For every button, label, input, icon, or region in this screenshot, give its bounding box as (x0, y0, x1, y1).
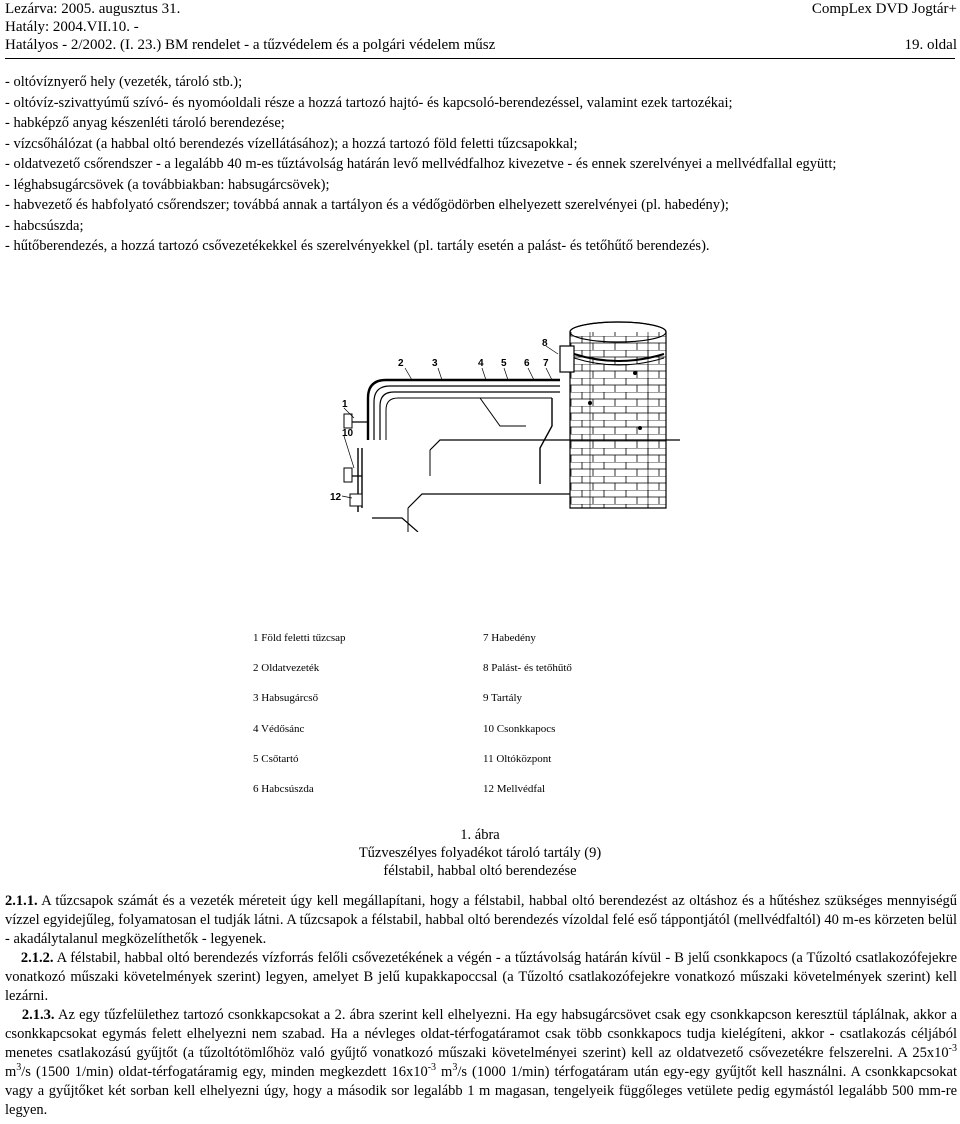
legend-item: 7 Habedény (483, 632, 536, 644)
legend-item: 12 Mellvédfal (483, 783, 546, 795)
figure-title: Tűzveszélyes folyadékot tároló tartály (9) (358, 845, 602, 861)
bullet-list (5, 72, 957, 257)
superscript: 3 (16, 1062, 22, 1074)
figure-number: 1. ábra (460, 827, 500, 843)
tank-foam-system-diagram (290, 308, 680, 532)
paragraph-text: /s (1500 1/min) oldat-térfogatáramig egy, minden megkezdett 16x10 (21, 1064, 428, 1080)
paragraph-text: Az egy tűzfelülethez tartozó csonkkapcsokat a 2. ábra szerint kell elhelyezni. Ha egy habsugárcsövet csak egy csonkkapcson keresztül táplálnak, akkor a csonkkapcsokat egymás felett elhelyezni nem szabad. Ha a névleges oldat-térfogatáramot csak több csonkkapocs tudja kielégíteni, akkor - csatlakozás céljából menetes csatlakozású gyűjtőt (a tűzoltótömlőhöz való gyűjtő vonatkozó műszaki követelményei szerint) kell az oldatvezető csővezetékre felszerelni. A 25x10 (5, 1007, 958, 1061)
legend-item: 3 Habsugárcső (253, 692, 319, 704)
figure-label: 5 (501, 358, 507, 369)
superscript: 3 (452, 1062, 458, 1074)
figure-label: 3 (432, 358, 438, 369)
figure-label: 4 (478, 358, 484, 369)
figure-label: 10 (342, 428, 354, 439)
superscript: -3 (427, 1062, 437, 1074)
legend-item: 1 Föld feletti tűzcsap (253, 632, 346, 644)
header-product-name: CompLex DVD Jogtár+ (811, 1, 957, 17)
legend-item: 10 Csonkkapocs (483, 723, 556, 735)
paragraph (5, 892, 957, 949)
list-item: - habcsúszda; (5, 217, 84, 234)
header-divider (5, 58, 955, 59)
list-item: - oldatvezető csőrendszer - a legalább 40 m-es tűztávolság határán levő mellvédfalhoz kivezetve - és ennek szerelvényei a mellvédfallal együtt; (5, 156, 837, 172)
legend-item: 9 Tartály (483, 692, 523, 704)
paragraph-text: A félstabil, habbal oltó berendezés vízforrás felőli csővezetékének a végén - a tűztávolság határán kívül - B jelű csonkkapocs (a Tűzoltó csatlakozófejekre vonatkozó műszaki követelmények szerint) legyen, amelyet B jelű kupakkapoccsal (a Tűzoltó csatlakozófejekre vonatkozó műszaki követelmények szerint) kell lezárni. (5, 950, 958, 1004)
figure-label: 1 (342, 399, 348, 410)
legend-item: 2 Oldatvezeték (253, 662, 320, 674)
figure-subtitle: félstabil, habbal oltó berendezése (383, 863, 577, 879)
paragraph (5, 949, 957, 1006)
list-item: - hűtőberendezés, a hozzá tartozó csővezetékekkel és szerelvényekkel (pl. tartály esetén a palást- és tetőhűtő berendezés). (5, 238, 710, 254)
list-item: - habképző anyag készenléti tároló berendezése; (5, 115, 285, 131)
section-number: 2.1.1. (5, 893, 38, 909)
legend-item: 4 Védősánc (253, 723, 305, 735)
figure-label: 12 (330, 492, 342, 503)
figure-label: 7 (543, 358, 549, 369)
legend-item: 5 Csőtartó (253, 753, 299, 765)
section-number: 2.1.2. (20, 950, 54, 966)
figure-label: 8 (542, 338, 548, 349)
list-item: - oltóvíz-szivattyúmű szívó- és nyomóoldali része a hozzá tartozó hajtó- és kapcsoló-berendezéssel, valamint ezek tartozékai; (5, 94, 733, 111)
paragraph (5, 1006, 957, 1120)
header-document-title: Hatályos - 2/2002. (I. 23.) BM rendelet - a tűzvédelem és a polgári védelem műsz (5, 37, 496, 53)
superscript: -3 (948, 1043, 957, 1055)
list-item: - oltóvíznyerő hely (vezeték, tároló stb.); (5, 74, 243, 90)
legend-item: 6 Habcsúszda (253, 783, 314, 795)
list-item: - vízcsőhálózat (a habbal oltó berendezés vízellátásához); a hozzá tartozó föld feletti tűzcsapokkal; (5, 135, 578, 152)
paragraph-text: m (5, 1064, 17, 1080)
body-text (5, 892, 957, 1120)
tank-illustration (570, 322, 666, 508)
section-number: 2.1.3. (21, 1007, 55, 1023)
paragraph-text: m (436, 1064, 453, 1080)
figure-label: 2 (398, 358, 404, 369)
list-item: - habvezető és habfolyató csőrendszer; továbbá annak a tartályon és a védőgödörben elhelyezett szerelvényei (pl. habedény); (5, 197, 729, 213)
legend-item: 8 Palást- és tetőhűtő (483, 662, 572, 674)
header-page-number: 19. oldal (904, 37, 957, 53)
header-date-closed: Lezárva: 2005. augusztus 31. (5, 1, 181, 17)
header-effective-date: Hatály: 2004.VII.10. - (5, 19, 139, 35)
legend-item: 11 Oltóközpont (483, 753, 552, 765)
paragraph-text: /s (1000 1/min) térfogatáram után egy-egy gyűjtőt kell használni. A csonkkapcsokat vagy a gyűjtőket két sorban kell elhelyezni úgy, hogy a második sor legalább 1 m magasan, tengelyeik függőleges vetülete pedig egymástól legalább 500 mm-re legyen. (5, 1064, 957, 1118)
paragraph-text: A tűzcsapok számát és a vezeték méreteit úgy kell megállapítani, hogy a félstabil, habbal oltó berendezést az oltáshoz és a hűtéshez szükséges mennyiségű vízzel egyidejűleg, folyamatosan el tudják látni. A tűzcsapok a félstabil, habbal oltó berendezés vízoldal felé eső táppontjától (mellvédfaltól) 40 m-es körzeten belül - akadálytalanul megközelíthetők - legyenek. (5, 893, 957, 947)
list-item: - léghabsugárcsövek (a továbbiakban: habsugárcsövek); (5, 176, 330, 193)
figure-label: 6 (524, 358, 530, 369)
